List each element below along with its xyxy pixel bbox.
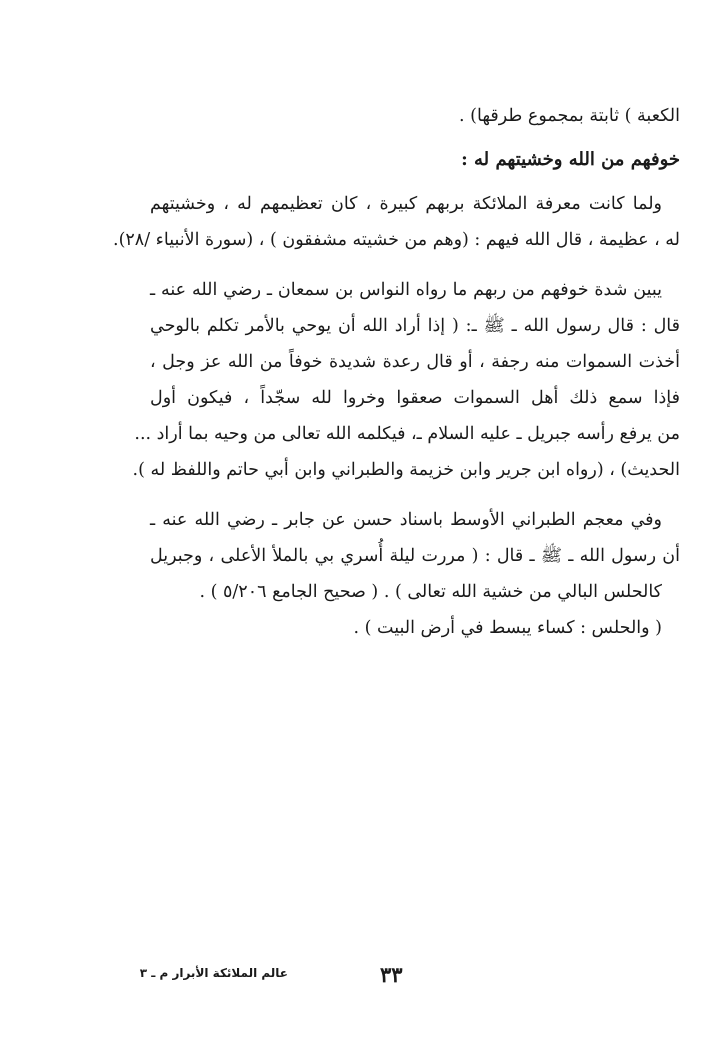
page-footer xyxy=(0,962,704,992)
text-line-11: وفي معجم الطبراني الأوسط باسناد حسن عن جابر ـ رضي الله عنه ـ xyxy=(150,510,662,530)
section-heading: خوفهم من الله وخشيتهم له : xyxy=(461,149,680,170)
running-footer-title: عالم الملائكة الأبرار م ـ ٣ xyxy=(139,966,288,980)
text-line-5: يبين شدة خوفهم من ربهم ما رواه النواس بن سمعان ـ رضي الله عنه ـ xyxy=(150,280,662,300)
body-text xyxy=(113,98,680,646)
text-line-6: قال : قال رسول الله ـ ﷺ ـ: ( إذا أراد الله أن يوحي بالأمر تكلم بالوحي xyxy=(150,316,680,336)
text-line-8: فإذا سمع ذلك أهل السموات صعقوا وخروا لله سجّداً ، فيكون أول xyxy=(150,388,680,408)
text-line-12: أن رسول الله ـ ﷺ ـ قال : ( مررت ليلة أُسري بي بالملأ الأعلى ، وجبريل xyxy=(150,546,680,566)
text-line-9: من يرفع رأسه جبريل ـ عليه السلام ـ، فيكلمه الله تعالى من وحيه بما أراد ... xyxy=(134,424,680,444)
page-number: ٣٣ xyxy=(380,962,403,987)
text-line-14: ( والحلس : كساء يبسط في أرض البيت ) . xyxy=(353,618,662,638)
text-line-1: الكعبة ) ثابتة بمجموع طرقها) . xyxy=(459,106,680,126)
text-line-7: أخذت السموات منه رجفة ، أو قال رعدة شديدة خوفاً من الله عز وجل ، xyxy=(150,352,680,372)
text-line-4: له ، عظيمة ، قال الله فيهم : (وهم من خشيته مشفقون ) ، (سورة الأنبياء /٢٨). xyxy=(113,230,680,250)
text-line-3: ولما كانت معرفة الملائكة بربهم كبيرة ، كان تعظيمهم له ، وخشيتهم xyxy=(150,194,662,214)
text-line-10: الحديث) ، (رواه ابن جرير وابن خزيمة والطبراني وابن أبي حاتم واللفظ له ). xyxy=(132,460,680,480)
text-line-13: كالحلس البالي من خشية الله تعالى ) . ( صحيح الجامع ٥/٢٠٦ ) . xyxy=(199,582,662,602)
